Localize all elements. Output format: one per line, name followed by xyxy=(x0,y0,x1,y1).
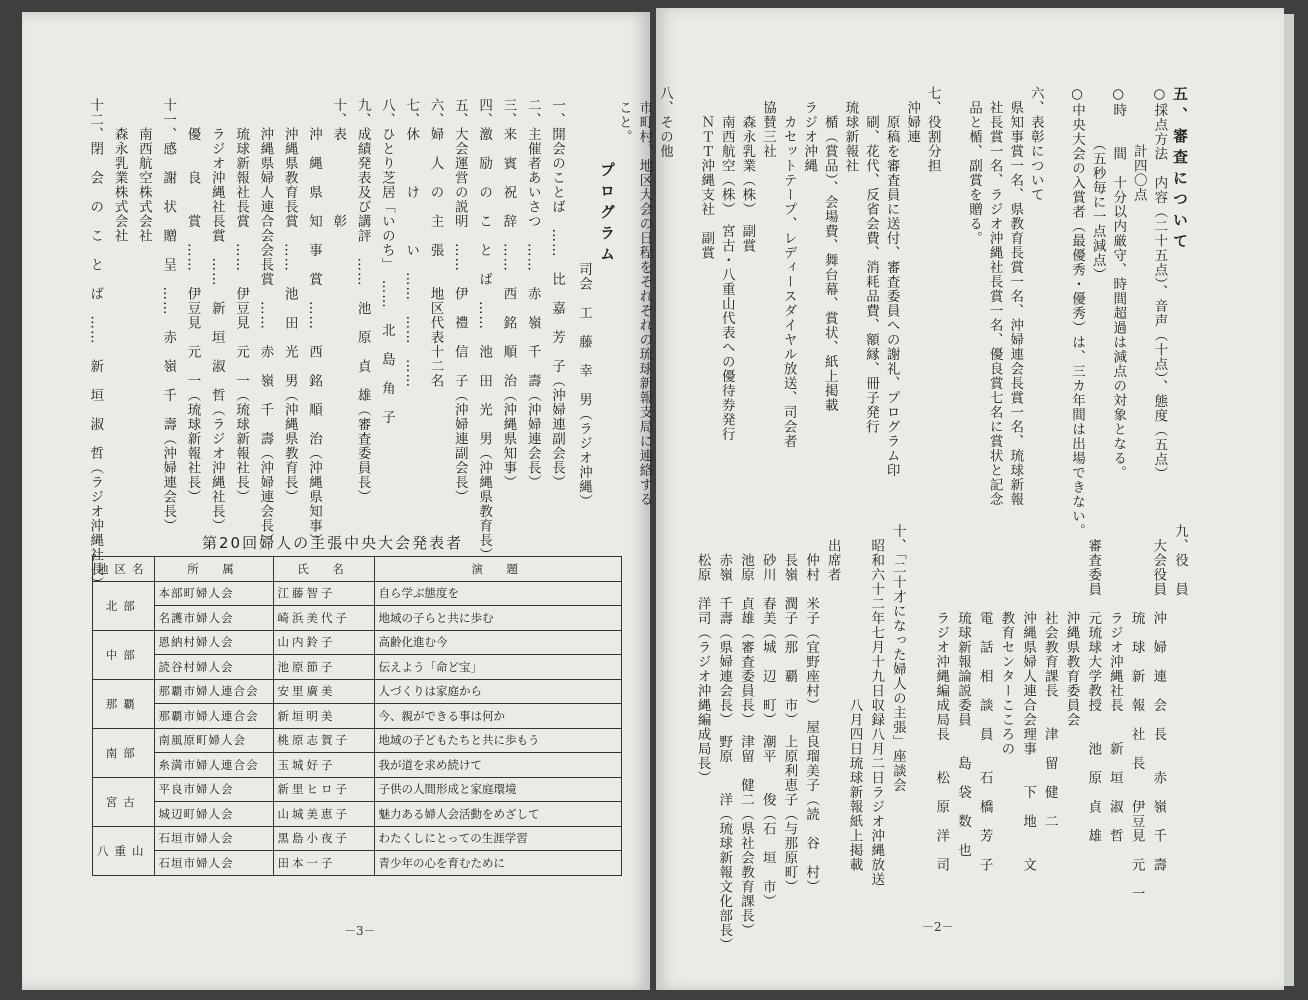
name-cell: 安里廣美 xyxy=(273,679,374,704)
page-number-right: －2－ xyxy=(922,920,954,934)
program-item: 沖縄県教育長賞 …… 池 田 光 男（沖縄県教育長） xyxy=(281,98,298,504)
header-district: 地区名 xyxy=(93,557,155,582)
name-cell: 黒島小夜子 xyxy=(273,826,374,851)
upper-column: 森永乳業（株） 副賞 xyxy=(739,86,756,254)
right-page xyxy=(615,8,1284,990)
program-item: 琉球新報社長賞 …… 伊豆見 元 一（琉球新報社長） xyxy=(233,98,250,504)
lower-column: 大会役員 沖 婦 連 会 長 赤 嶺 千 壽 xyxy=(1150,524,1167,872)
table-row xyxy=(93,679,622,704)
name-cell: 新里ヒロ子 xyxy=(273,777,374,802)
name-cell: 山城美恵子 xyxy=(273,802,374,827)
lower-column: 赤嶺 千壽（県婦連会長） 野原 洋（琉球新報文化部長） xyxy=(716,524,733,953)
affiliation-cell: 糸満市婦人連合会 xyxy=(154,753,273,778)
upper-column: 八、その他 xyxy=(657,86,673,159)
topic-cell: 地域の子らと共に歩む xyxy=(374,606,622,631)
table-row xyxy=(93,581,622,606)
lower-column: 砂川 春美（城 辺 町） 潮平 俊（石 垣 市） xyxy=(759,524,776,909)
affiliation-cell: 読谷村婦人会 xyxy=(154,655,273,680)
district-cell: 那覇 xyxy=(93,679,155,728)
affiliation-cell: 恩納村婦人会 xyxy=(154,630,273,655)
upper-column: 原稿を審査員に送付、審査委員への謝礼、プログラム印 xyxy=(883,86,900,478)
table-title: 第20回婦人の主張中央大会発表者 xyxy=(202,534,464,552)
lower-column: 昭和六十二年七月十九日収録八月二日ラジオ沖縄放送 xyxy=(868,524,885,887)
upper-column: 社長賞一名、ラジオ沖縄社長賞一名、優良賞七名に賞状と記念 xyxy=(986,86,1003,507)
lower-column: 池原 貞雄（審査委員長） 津留 健二（県社会教育課長） xyxy=(738,524,754,938)
program-item: 優 良 賞 …… 伊豆見 元 一（琉球新報社長） xyxy=(184,98,201,504)
header-name: 氏 名 xyxy=(273,557,374,582)
upper-column: ＮＴＴ沖縄支社 副賞 xyxy=(698,86,715,260)
lower-column: 琉球新報論説委員 島 袋 数 也 xyxy=(955,524,971,858)
topic-cell: 青少年の心を育むために xyxy=(374,851,622,876)
lower-column: 琉 球 新 報 社 長 伊豆見 元 一 xyxy=(1128,524,1145,901)
lower-column: 審査委員 元琉球大学教授 池 原 貞 雄 xyxy=(1085,524,1102,843)
name-cell: 山内鈴子 xyxy=(273,630,374,655)
upper-column: 南西航空（株） 宮古・八重山代表への優待券発行 xyxy=(718,86,735,442)
presenters-table xyxy=(92,556,622,876)
affiliation-cell: 南風原町婦人会 xyxy=(154,728,273,753)
table-header-row xyxy=(93,557,622,582)
upper-column: 市町村、地区大会の日程をそれぞれの琉球新報支局に連絡する xyxy=(636,86,653,507)
lower-column: 沖縄県婦人連合会理事 下 地 文 xyxy=(1020,524,1037,872)
upper-column: ○時 間 十分以内厳守、時間超過は減点の対象となる。 xyxy=(1110,86,1127,480)
upper-column: こと。 xyxy=(615,86,632,144)
lower-column: 電 話 相 談 員 石 橋 芳 子 xyxy=(976,524,993,872)
topic-cell: 地域の子どもたちと共に歩もう xyxy=(374,728,622,753)
upper-column: 琉球新報社 xyxy=(842,86,859,173)
upper-column: 七、役割分担 xyxy=(924,86,941,173)
topic-cell: 伝えよう「命ど宝」 xyxy=(374,655,622,680)
lower-column: 仲村 米子（宜野座村） 屋良瑠美子（読 谷 村） xyxy=(803,524,820,895)
topic-cell: 人づくりは家庭から xyxy=(374,679,622,704)
name-cell: 池原節子 xyxy=(273,655,374,680)
table-row xyxy=(93,826,622,851)
table-row xyxy=(93,630,622,655)
table-body xyxy=(93,581,622,875)
upper-column: カセットテープ、レディースダイヤル放送、司会者 xyxy=(780,86,797,449)
district-cell: 南部 xyxy=(93,728,155,777)
topic-cell: 今、親ができる事は何か xyxy=(374,704,622,729)
upper-column: 楯（賞品）、会場費、舞台幕、賞状、紙上掲載 xyxy=(821,86,838,413)
affiliation-cell: 本部町婦人会 xyxy=(154,581,273,606)
program-item: 十、表 彰 xyxy=(330,98,347,229)
page-edge xyxy=(1284,14,1294,986)
upper-column: 県知事賞一名、県教育長賞一名、沖婦連会長賞一名、琉球新報 xyxy=(1007,86,1024,507)
district-cell: 北部 xyxy=(93,581,155,630)
name-cell: 江藤智子 xyxy=(273,581,374,606)
affiliation-cell: 名護市婦人会 xyxy=(154,606,273,631)
lower-column: ラジオ沖縄社長 新 垣 淑 哲 xyxy=(1106,524,1123,843)
upper-column: 品と楯、副賞を贈る。 xyxy=(966,86,982,246)
district-cell: 中部 xyxy=(93,630,155,679)
lower-column: 社会教育課長 津 留 健 二 xyxy=(1041,524,1058,829)
lower-column: 八月四日琉球新報紙上掲載 xyxy=(846,524,863,872)
upper-column: （五秒毎に一点減点） xyxy=(1089,86,1106,283)
topic-cell: わたくしにとっての生涯学習 xyxy=(374,826,622,851)
program-item: 森永乳業株式会社 xyxy=(111,98,128,243)
lower-column: 教育センターこころの xyxy=(998,524,1015,756)
program-item: 一、開会のことば …… 比 嘉 芳 子（沖婦連副会長） xyxy=(549,98,565,490)
lower-column: 九、役 員 xyxy=(1172,524,1188,597)
name-cell: 玉城好子 xyxy=(273,753,374,778)
program-item: 八、ひとり芝居「いのち」 …… 北 島 角 子 xyxy=(378,98,395,425)
program-item: 七、休 け い …… …… …… xyxy=(403,98,420,388)
program-item: 南西航空株式会社 xyxy=(135,98,152,243)
lower-column: 沖縄県教育委員会 xyxy=(1063,524,1080,727)
name-cell: 桃原志賀子 xyxy=(273,728,374,753)
page-number-left: －3－ xyxy=(344,924,376,938)
affiliation-cell: 那覇市婦人連合会 xyxy=(154,679,273,704)
upper-column: 沖婦連 xyxy=(904,86,921,144)
table-row xyxy=(93,777,622,802)
upper-column: ○中央大会の入賞者（最優秀・優秀）は、三カ年間は出場できない。 xyxy=(1069,86,1085,538)
lower-column: 松原 洋司（ラジオ沖縄編成局長） xyxy=(694,524,711,785)
upper-column: 協賛三社 xyxy=(760,86,776,159)
upper-column: 刷、花代、反省会費、消耗品費、額縁、冊子発行 xyxy=(863,86,879,434)
header-affiliation: 所 属 xyxy=(154,557,273,582)
program-item: ラジオ沖縄社長賞 …… 新 垣 淑 哲（ラジオ沖縄社長） xyxy=(208,98,225,533)
program-item: 四、激 励 の こ と ば …… 池 田 光 男（沖縄県教育長） xyxy=(476,98,493,562)
program-item: 六、婦 人 の 主 張 地区代表十二名 xyxy=(427,98,444,388)
table-row xyxy=(93,728,622,753)
program-item: 三、来 賓 祝 辞 …… 西 銘 順 治（沖縄県知事） xyxy=(500,98,517,490)
upper-column: 計四〇点 xyxy=(1130,86,1147,202)
table-row xyxy=(93,753,622,778)
affiliation-cell: 平良市婦人会 xyxy=(154,777,273,802)
table-row xyxy=(93,606,622,631)
affiliation-cell: 那覇市婦人連合会 xyxy=(154,704,273,729)
lower-column: 出席者 xyxy=(824,524,841,582)
name-cell: 田本一子 xyxy=(273,851,374,876)
topic-cell: 高齢化進む今 xyxy=(374,630,622,655)
table-row xyxy=(93,851,622,876)
left-page xyxy=(22,12,650,990)
upper-column: 五、審査について xyxy=(1171,86,1189,254)
program-title: プログラム xyxy=(598,162,616,267)
lower-column: ラジオ沖縄編成局長 松 原 洋 司 xyxy=(933,524,950,872)
table-row xyxy=(93,802,622,827)
topic-cell: 魅力ある婦人会活動をめざして xyxy=(374,802,622,827)
program-item: 五、大会運営の説明 …… 伊 禮 信 子（沖婦連副会長） xyxy=(451,98,468,504)
affiliation-cell: 石垣市婦人会 xyxy=(154,826,273,851)
upper-column: ○採点方法 内容（二十五点）、音声（十点）、態度（五点） xyxy=(1151,86,1168,481)
lower-column: 長嶺 潤子（那 覇 市） 上原利恵子（与那原町） xyxy=(781,524,798,895)
upper-column: 六、表彰について xyxy=(1027,86,1044,202)
district-cell: 八重山 xyxy=(93,826,155,875)
program-item: 沖 縄 県 知 事 賞 …… 西 銘 順 治（沖縄県知事） xyxy=(306,98,322,548)
program-emcee: 司会 工 藤 幸 男（ラジオ沖縄） xyxy=(576,262,592,509)
topic-cell: 子供の人間形成と家庭環境 xyxy=(374,777,622,802)
lower-column: 十、「二十才になった婦人の主張」座談会 xyxy=(889,524,906,793)
name-cell: 崎浜美代子 xyxy=(273,606,374,631)
topic-cell: 自ら学ぶ態度を xyxy=(374,581,622,606)
name-cell: 新垣明美 xyxy=(273,704,374,729)
affiliation-cell: 石垣市婦人会 xyxy=(154,851,273,876)
upper-column: ラジオ沖縄 xyxy=(801,86,818,173)
program-item: 十二、閉 会 の こ と ば …… 新 垣 淑 哲（ラジオ沖縄社長） xyxy=(87,98,104,591)
table-row xyxy=(93,655,622,680)
topic-cell: 我が道を求め続けて xyxy=(374,753,622,778)
program-item: 沖縄県婦人連合会会長賞 …… 赤 嶺 千 壽（沖婦連会長） xyxy=(257,98,274,548)
program-item: 九、成績発表及び講評 …… 池 原 貞 雄（審査委員長） xyxy=(354,98,371,504)
program-item: 十一、感 謝 状 贈 呈 …… 赤 嶺 千 壽（沖婦連会長） xyxy=(160,98,177,533)
program-item: 二、主催者あいさつ …… 赤 嶺 千 壽（沖婦連会長） xyxy=(524,98,541,490)
header-topic: 演 題 xyxy=(374,557,622,582)
district-cell: 宮古 xyxy=(93,777,155,826)
affiliation-cell: 城辺町婦人会 xyxy=(154,802,273,827)
table-row xyxy=(93,704,622,729)
